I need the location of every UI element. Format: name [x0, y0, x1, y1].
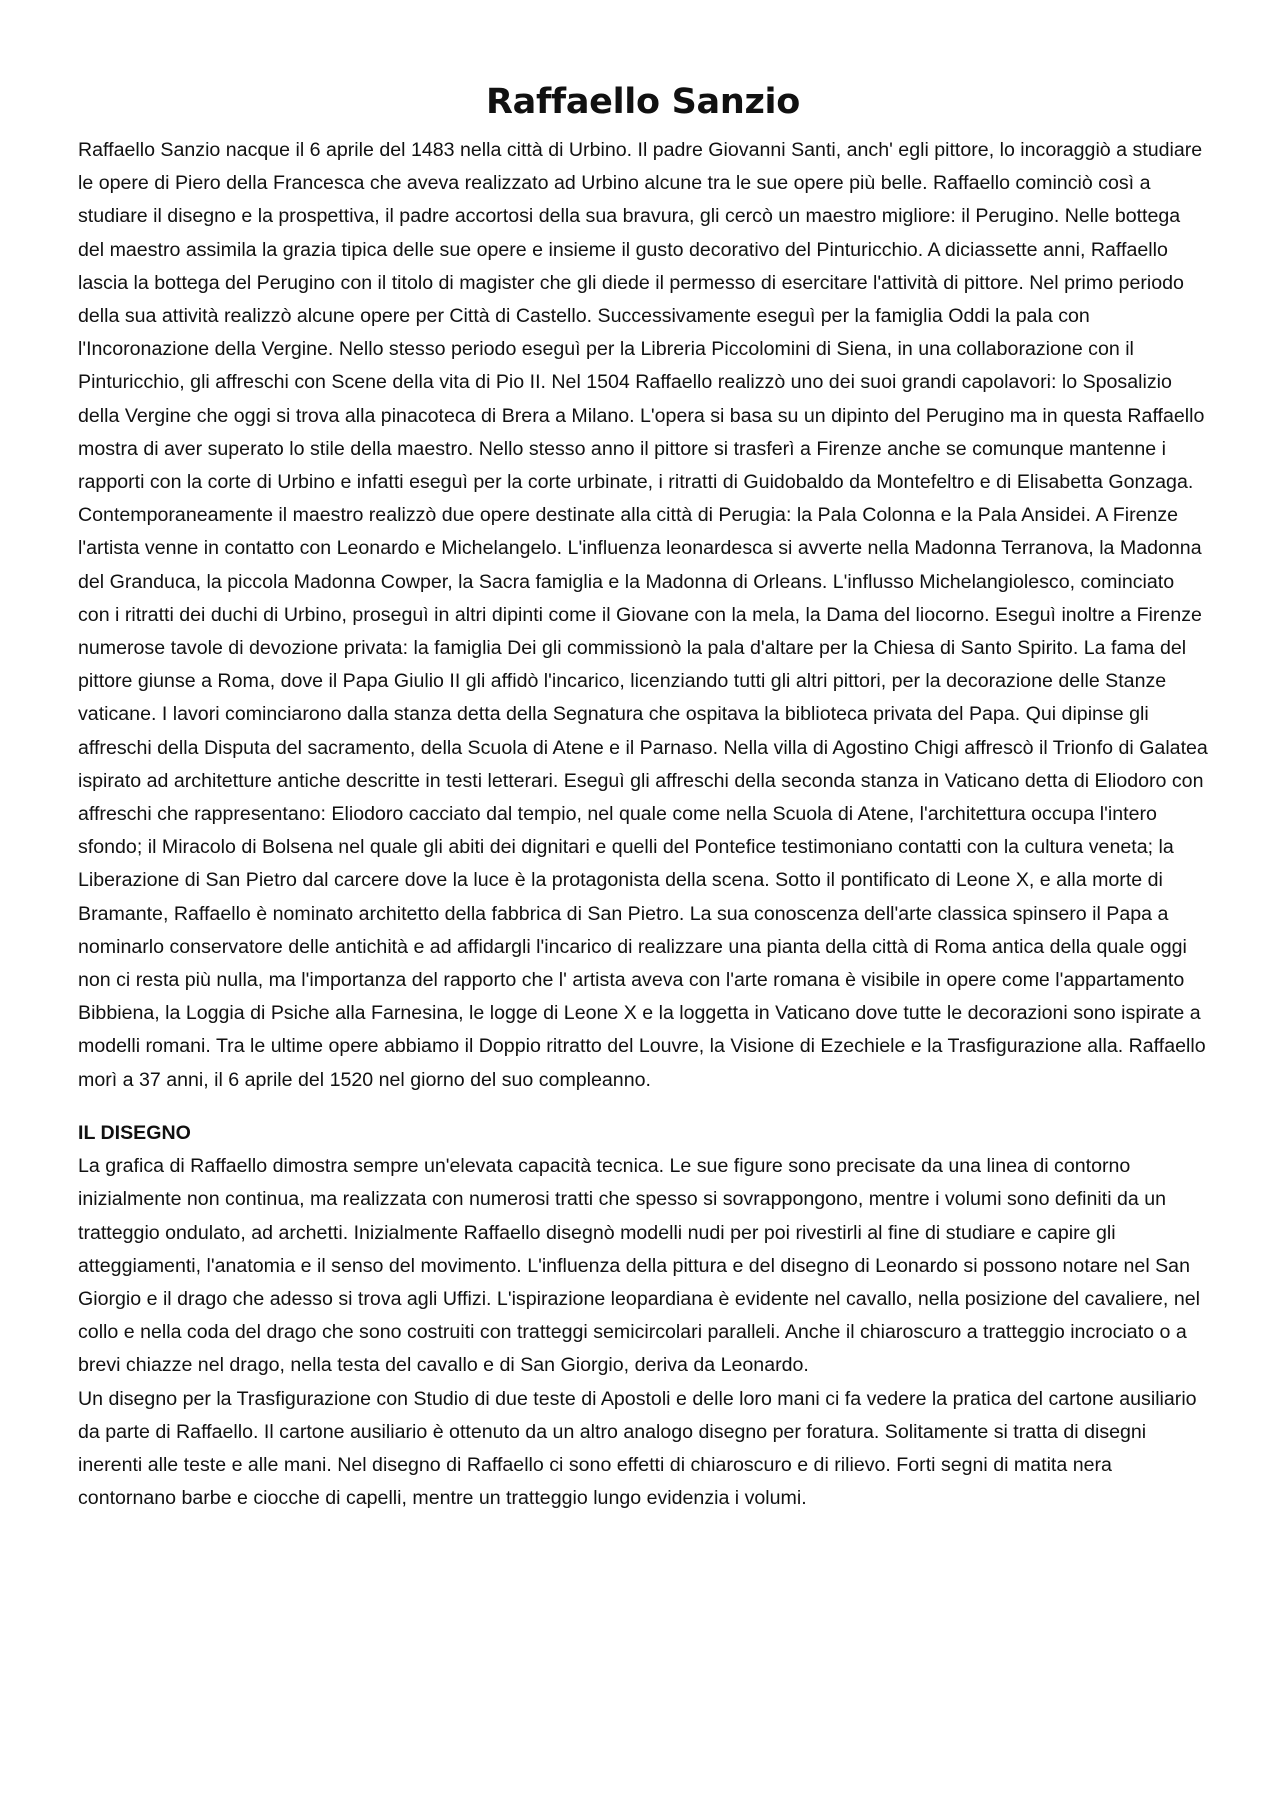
drawing-paragraph-1: La grafica di Raffaello dimostra sempre un'elevata capacità tecnica. Le sue figure sono precisate da una linea di contorno inizialmente non continua, ma realizzata con numerosi tratti che spesso si sovrappongono, mentre i volumi sono definiti da un tratteggio ondulato, ad archetti. Inizialmente Raffaello disegnò modelli nudi per poi rivestirli al fine di studiare e capire gli atteggiamenti, l'anatomia e il senso del movimento. L'influenza della pittura e del disegno di Leonardo si possono notare nel San Giorgio e il drago che adesso si trova agli Uffizi. L'ispirazione leopardiana è evidente nel cavallo, nella posizione del cavaliere, nel collo e nella coda del drago che sono costruiti con tratteggi semicircolari paralleli. Anche il chiaroscuro a tratteggio incrociato o a brevi chiazze nel drago, nella testa del cavallo e di San Giorgio, deriva da Leonardo.: [78, 1155, 1200, 1377]
section-heading-drawing: IL DISEGNO: [78, 1121, 191, 1144]
drawing-paragraph-2: Un disegno per la Trasfigurazione con Studio di due teste di Apostoli e delle loro mani ci fa vedere la pratica del cartone ausiliario da parte di Raffaello. Il cartone ausiliario è ottenuto da un altro analogo disegno per foratura. Solitamente si tratta di disegni inerenti alle teste e alle mani. Nel disegno di Raffaello ci sono effetti di chiaroscuro e di rilievo. Forti segni di matita nera contornano barbe e ciocche di capelli, mentre un tratteggio lungo evidenzia i volumi.: [78, 1387, 1197, 1510]
document-title: Raffaello Sanzio: [486, 82, 800, 122]
intro-paragraph: Raffaello Sanzio nacque il 6 aprile del 1483 nella città di Urbino. Il padre Giovanni Santi, anch' egli pittore, lo incoraggiò a studiare le opere di Piero della Francesca che aveva realizzato ad Urbino alcune tra le sue opere più belle. Raffaello cominciò così a studiare il disegno e la prospettiva, il padre accortosi della sua bravura, gli cercò un maestro migliore: il Perugino. Nelle bottega del maestro assimila la grazia tipica delle sue opere e insieme il gusto decorativo del Pinturicchio. A diciassette anni, Raffaello lascia la bottega del Perugino con il titolo di magister che gli diede il permesso di esercitare l'attività di pittore. Nel primo periodo della sua attività realizzò alcune opere per Città di Castello. Successivamente eseguì per la famiglia Oddi la pala con l'Incoronazione della Vergine. Nello stesso periodo eseguì per la Libreria Piccolomini di Siena, in una collaborazione con il Pinturicchio, gli affreschi con Scene della vita di Pio II. Nel 1504 Raffaello realizzò uno dei suoi grandi capolavori: lo Sposalizio della Vergine che oggi si trova alla pinacoteca di Brera a Milano. L'opera si basa su un dipinto del Perugino ma in questa Raffaello mostra di aver superato lo stile della maestro. Nello stesso anno il pittore si trasferì a Firenze anche se comunque mantenne i rapporti con la corte di Urbino e infatti eseguì per la corte urbinate, i ritratti di Guidobaldo da Montefeltro e di Elisabetta Gonzaga. Contemporaneamente il maestro realizzò due opere destinate alla città di Perugia: la Pala Colonna e la Pala Ansidei. A Firenze l'artista venne in contatto con Leonardo e Michelangelo. L'influenza leonardesca si avverte nella Madonna Terranova, la Madonna del Granduca, la piccola Madonna Cowper, la Sacra famiglia e la Madonna di Orleans. L'influsso Michelangiolesco, cominciato con i ritratti dei duchi di Urbino, proseguì in altri dipinti come il Giovane con la mela, la Dama del liocorno. Eseguì inoltre a Firenze numerose tavole di devozione privata: la famiglia Dei gli commissionò la pala d'altare per la Chiesa di Santo Spirito. La fama del pittore giunse a Roma, dove il Papa Giulio II gli affidò l'incarico, licenziando tutti gli altri pittori, per la decorazione delle Stanze vaticane. I lavori cominciarono dalla stanza detta della Segnatura che ospitava la biblioteca privata del Papa. Qui dipinse gli affreschi della Disputa del sacramento, della Scuola di Atene e il Parnaso. Nella villa di Agostino Chigi affrescò il Trionfo di Galatea ispirato ad architetture antiche descritte in testi letterari. Eseguì gli affreschi della seconda stanza in Vaticano detta di Eliodoro con affreschi che rappresentano: Eliodoro cacciato dal tempio, nel quale come nella Scuola di Atene, l'architettura occupa l'intero sfondo; il Miracolo di Bolsena nel quale gli abiti dei dignitari e quelli del Pontefice testimoniano contatti con la cultura veneta; la Liberazione di San Pietro dal carcere dove la luce è la protagonista della scena. Sotto il pontificato di Leone X, e alla morte di Bramante, Raffaello è nominato architetto della fabbrica di San Pietro. La sua conoscenza dell'arte classica spinsero il Papa a nominarlo conservatore delle antichità e ad affidargli l'incarico di realizzare una pianta della città di Roma antica della quale oggi non ci resta più nulla, ma l'importanza del rapporto che l' artista aveva con l'arte romana è visibile in opere come l'appartamento Bibbiena, la Loggia di Psiche alla Farnesina, le logge di Leone X e la loggetta in Vaticano dove tutte le decorazioni sono ispirate a modelli romani. Tra le ultime opere abbiamo il Doppio ritratto del Louvre, la Visione di Ezechiele e la Trasfigurazione alla. Raffaello morì a 37 anni, il 6 aprile del 1520 nel giorno del suo compleanno.: [78, 139, 1208, 1091]
